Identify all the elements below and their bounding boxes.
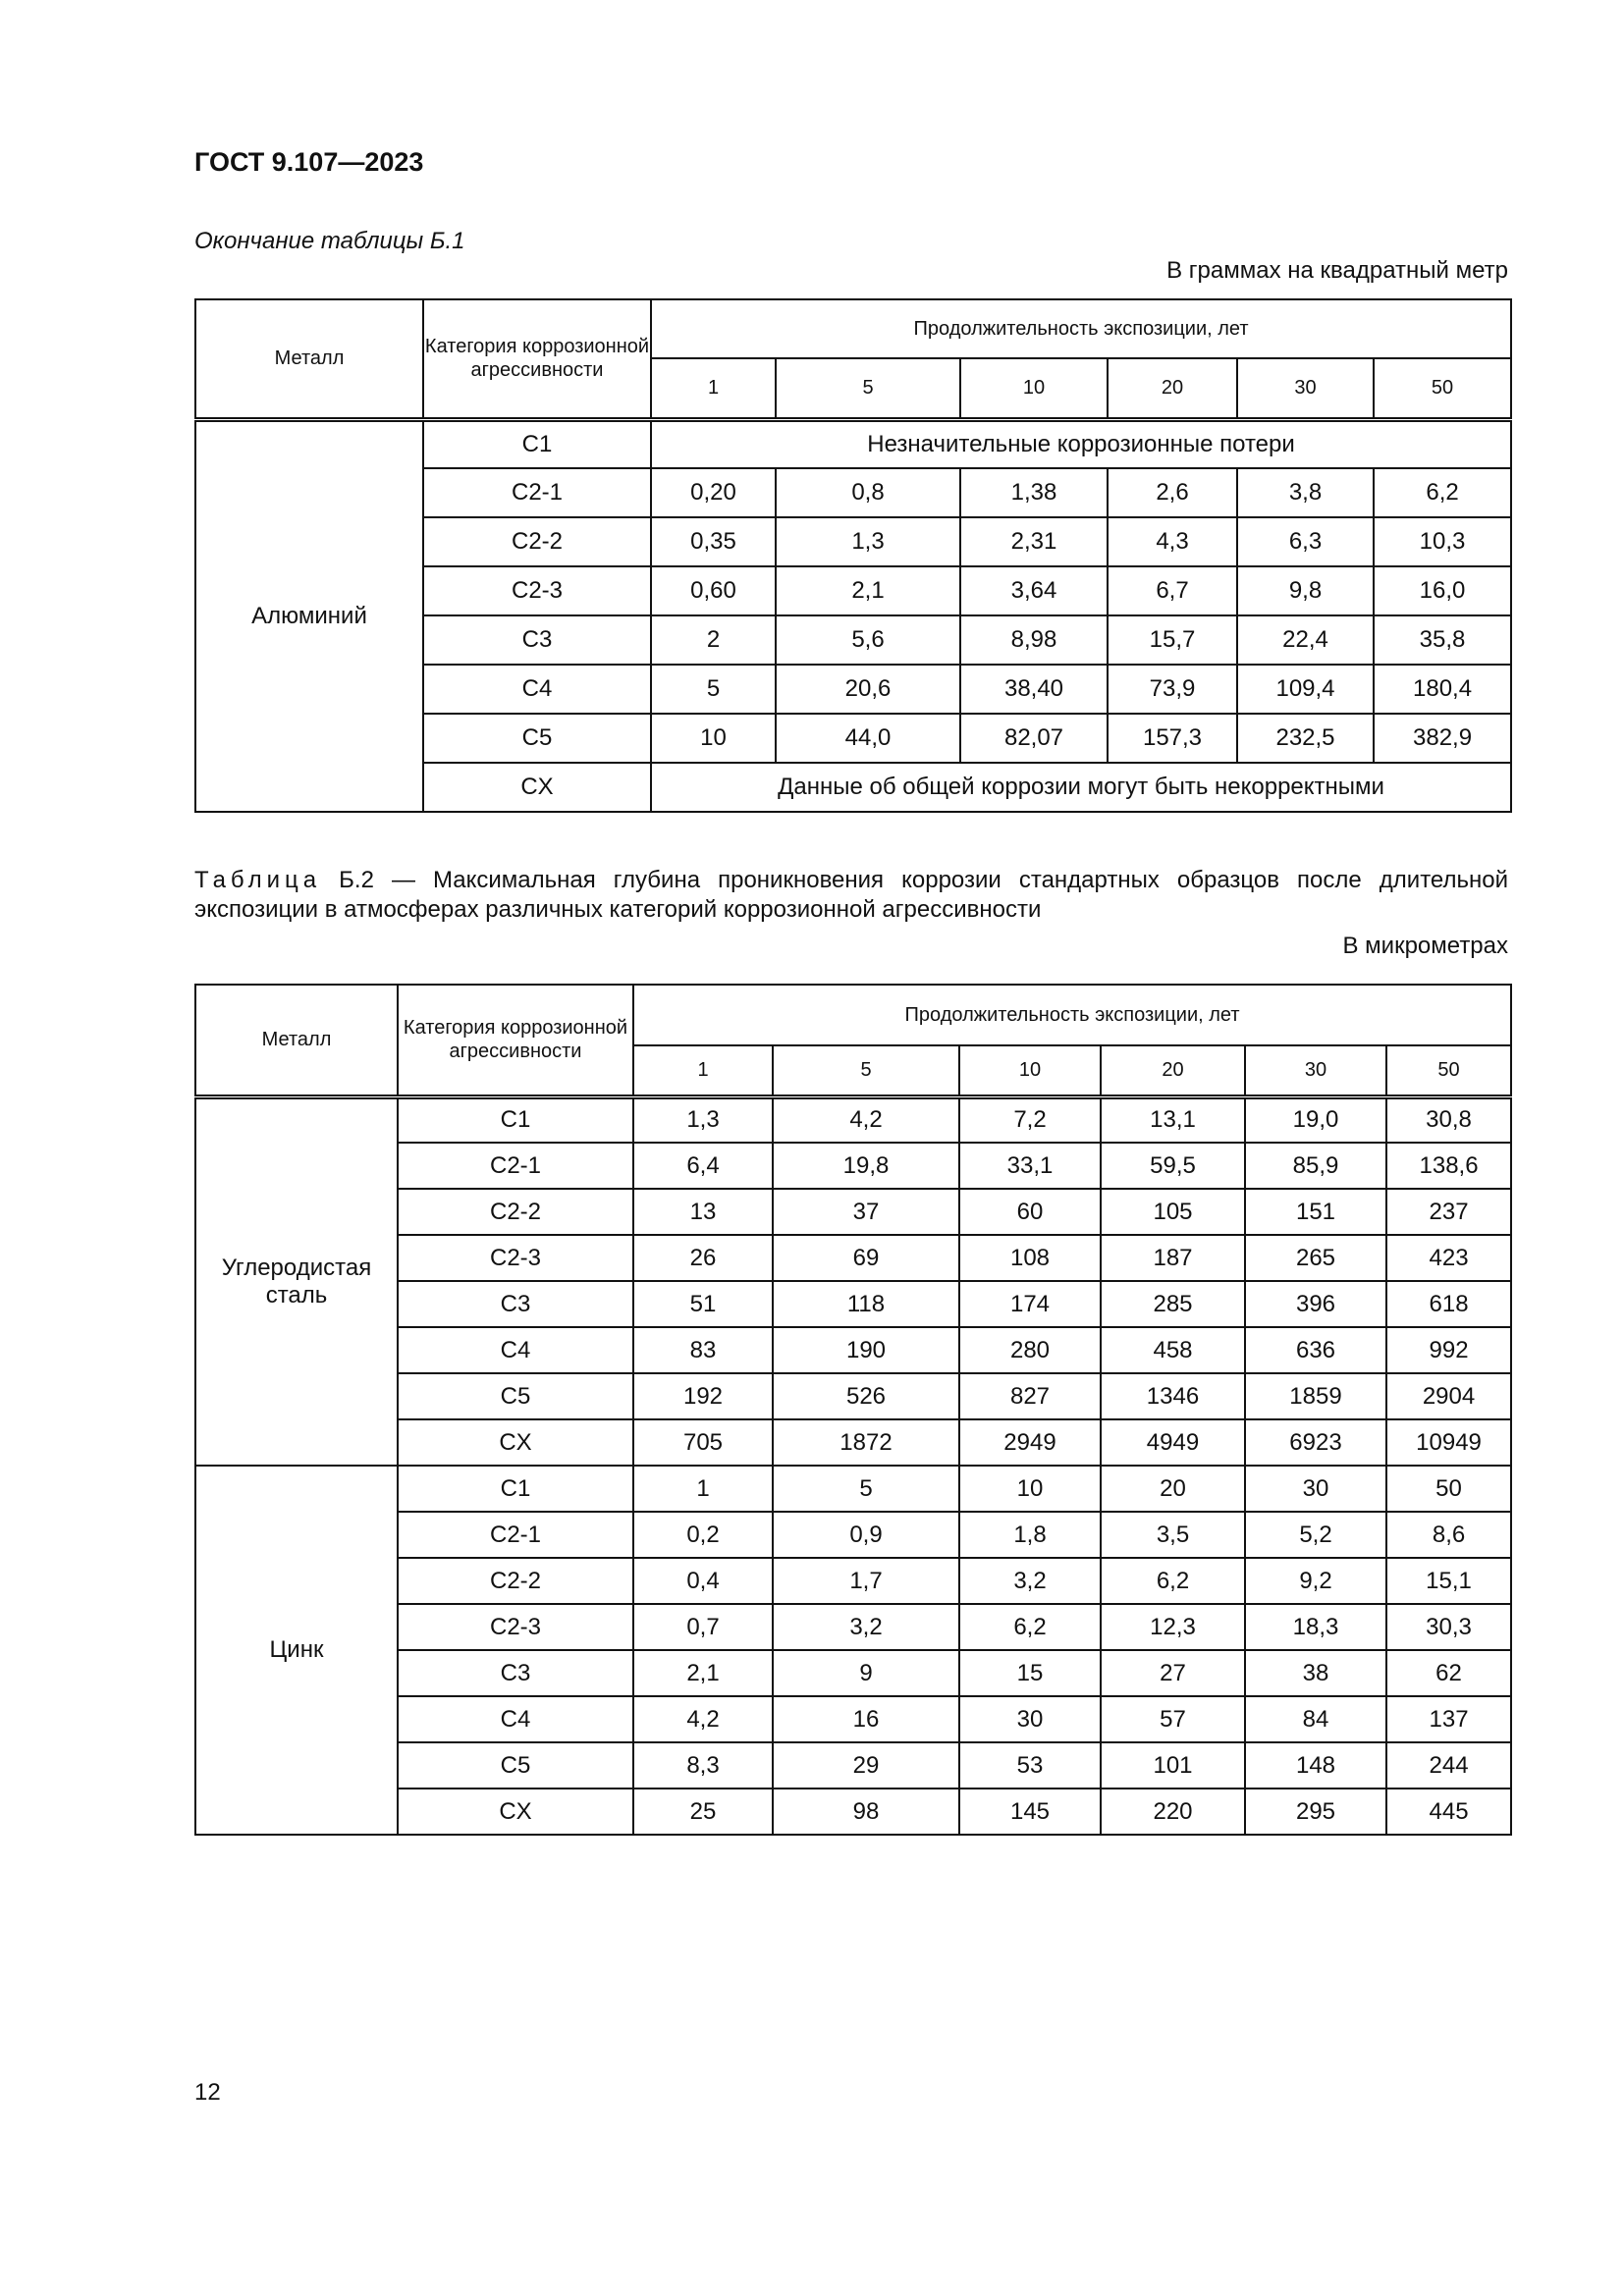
value-cell: 618 xyxy=(1386,1281,1511,1327)
table-row xyxy=(195,419,1511,468)
value-cell: 5,2 xyxy=(1245,1512,1386,1558)
value-cell: 30 xyxy=(1245,1466,1386,1512)
category-cell: C2-2 xyxy=(398,1189,633,1235)
value-cell: 6,2 xyxy=(1374,468,1511,517)
value-cell: 25 xyxy=(633,1789,773,1835)
value-cell: 1,3 xyxy=(776,517,960,566)
value-cell: 51 xyxy=(633,1281,773,1327)
category-cell: C2-3 xyxy=(398,1604,633,1650)
value-cell: 1 xyxy=(633,1466,773,1512)
value-cell: 19,0 xyxy=(1245,1096,1386,1143)
page-number: 12 xyxy=(194,2079,221,2106)
header-metal: Металл xyxy=(195,299,423,419)
note-cell: Незначительные коррозионные потери xyxy=(651,419,1511,468)
value-cell: 18,3 xyxy=(1245,1604,1386,1650)
value-cell: 13,1 xyxy=(1101,1096,1245,1143)
value-cell: 16,0 xyxy=(1374,566,1511,615)
value-cell: 10 xyxy=(651,714,776,763)
value-cell: 992 xyxy=(1386,1327,1511,1373)
header-year: 10 xyxy=(959,1045,1101,1096)
value-cell: 148 xyxy=(1245,1742,1386,1789)
category-cell: C5 xyxy=(398,1742,633,1789)
metal-cell: Цинк xyxy=(195,1466,398,1835)
value-cell: 15,7 xyxy=(1108,615,1237,665)
value-cell: 244 xyxy=(1386,1742,1511,1789)
table-row xyxy=(195,1096,1511,1143)
value-cell: 9,8 xyxy=(1237,566,1374,615)
header-year: 10 xyxy=(960,358,1108,419)
value-cell: 15,1 xyxy=(1386,1558,1511,1604)
category-cell: CX xyxy=(398,1789,633,1835)
value-cell: 29 xyxy=(773,1742,959,1789)
metal-cell: Углеродистая сталь xyxy=(195,1096,398,1466)
category-cell: C5 xyxy=(423,714,651,763)
document-header: ГОСТ 9.107—2023 xyxy=(194,147,424,177)
header-year: 30 xyxy=(1245,1045,1386,1096)
header-year: 1 xyxy=(633,1045,773,1096)
value-cell: 8,6 xyxy=(1386,1512,1511,1558)
value-cell: 50 xyxy=(1386,1466,1511,1512)
value-cell: 16 xyxy=(773,1696,959,1742)
value-cell: 83 xyxy=(633,1327,773,1373)
value-cell: 1,3 xyxy=(633,1096,773,1143)
value-cell: 38 xyxy=(1245,1650,1386,1696)
header-year: 20 xyxy=(1108,358,1237,419)
value-cell: 6,4 xyxy=(633,1143,773,1189)
value-cell: 85,9 xyxy=(1245,1143,1386,1189)
value-cell: 9,2 xyxy=(1245,1558,1386,1604)
caption-label: Таблица xyxy=(194,867,322,893)
category-cell: C3 xyxy=(398,1281,633,1327)
value-cell: 19,8 xyxy=(773,1143,959,1189)
value-cell: 53 xyxy=(959,1742,1101,1789)
value-cell: 0,20 xyxy=(651,468,776,517)
value-cell: 12,3 xyxy=(1101,1604,1245,1650)
value-cell: 0,35 xyxy=(651,517,776,566)
value-cell: 27 xyxy=(1101,1650,1245,1696)
value-cell: 20 xyxy=(1101,1466,1245,1512)
value-cell: 1872 xyxy=(773,1419,959,1466)
value-cell: 180,4 xyxy=(1374,665,1511,714)
value-cell: 0,2 xyxy=(633,1512,773,1558)
header-metal: Металл xyxy=(195,985,398,1096)
value-cell: 423 xyxy=(1386,1235,1511,1281)
category-cell: CX xyxy=(423,763,651,812)
category-cell: C3 xyxy=(423,615,651,665)
value-cell: 60 xyxy=(959,1189,1101,1235)
value-cell: 3,8 xyxy=(1237,468,1374,517)
category-cell: C1 xyxy=(398,1096,633,1143)
value-cell: 526 xyxy=(773,1373,959,1419)
header-year: 1 xyxy=(651,358,776,419)
value-cell: 0,60 xyxy=(651,566,776,615)
value-cell: 187 xyxy=(1101,1235,1245,1281)
value-cell: 192 xyxy=(633,1373,773,1419)
header-category: Категория коррозионной агрессивности xyxy=(398,985,633,1096)
table-continuation-label: Окончание таблицы Б.1 xyxy=(194,228,465,254)
value-cell: 57 xyxy=(1101,1696,1245,1742)
value-cell: 5,6 xyxy=(776,615,960,665)
value-cell: 295 xyxy=(1245,1789,1386,1835)
value-cell: 5 xyxy=(773,1466,959,1512)
value-cell: 3,5 xyxy=(1101,1512,1245,1558)
value-cell: 4,3 xyxy=(1108,517,1237,566)
table-row xyxy=(195,1466,1511,1512)
category-cell: C2-1 xyxy=(423,468,651,517)
value-cell: 4,2 xyxy=(773,1096,959,1143)
category-cell: C4 xyxy=(423,665,651,714)
value-cell: 38,40 xyxy=(960,665,1108,714)
value-cell: 8,98 xyxy=(960,615,1108,665)
value-cell: 101 xyxy=(1101,1742,1245,1789)
header-year: 5 xyxy=(776,358,960,419)
value-cell: 44,0 xyxy=(776,714,960,763)
value-cell: 6923 xyxy=(1245,1419,1386,1466)
value-cell: 2,1 xyxy=(633,1650,773,1696)
table-b2 xyxy=(194,984,1512,1836)
category-cell: C2-3 xyxy=(398,1235,633,1281)
category-cell: C4 xyxy=(398,1327,633,1373)
value-cell: 109,4 xyxy=(1237,665,1374,714)
value-cell: 2,6 xyxy=(1108,468,1237,517)
category-cell: C5 xyxy=(398,1373,633,1419)
value-cell: 10 xyxy=(959,1466,1101,1512)
value-cell: 220 xyxy=(1101,1789,1245,1835)
header-year: 30 xyxy=(1237,358,1374,419)
metal-cell: Алюминий xyxy=(195,419,423,812)
value-cell: 13 xyxy=(633,1189,773,1235)
value-cell: 2 xyxy=(651,615,776,665)
value-cell: 118 xyxy=(773,1281,959,1327)
table2-unit-label: В микрометрах xyxy=(1342,933,1508,959)
value-cell: 138,6 xyxy=(1386,1143,1511,1189)
value-cell: 1859 xyxy=(1245,1373,1386,1419)
category-cell: C2-2 xyxy=(423,517,651,566)
category-cell: C3 xyxy=(398,1650,633,1696)
value-cell: 10949 xyxy=(1386,1419,1511,1466)
category-cell: C1 xyxy=(423,419,651,468)
header-duration: Продолжительность экспозиции, лет xyxy=(651,299,1511,358)
table1-body xyxy=(195,419,1511,812)
value-cell: 73,9 xyxy=(1108,665,1237,714)
value-cell: 20,6 xyxy=(776,665,960,714)
value-cell: 30,3 xyxy=(1386,1604,1511,1650)
value-cell: 237 xyxy=(1386,1189,1511,1235)
value-cell: 382,9 xyxy=(1374,714,1511,763)
value-cell: 396 xyxy=(1245,1281,1386,1327)
value-cell: 82,07 xyxy=(960,714,1108,763)
value-cell: 105 xyxy=(1101,1189,1245,1235)
value-cell: 1,38 xyxy=(960,468,1108,517)
header-year: 50 xyxy=(1374,358,1511,419)
value-cell: 37 xyxy=(773,1189,959,1235)
value-cell: 3,2 xyxy=(773,1604,959,1650)
value-cell: 7,2 xyxy=(959,1096,1101,1143)
value-cell: 157,3 xyxy=(1108,714,1237,763)
value-cell: 6,2 xyxy=(1101,1558,1245,1604)
value-cell: 22,4 xyxy=(1237,615,1374,665)
value-cell: 1346 xyxy=(1101,1373,1245,1419)
value-cell: 3,64 xyxy=(960,566,1108,615)
value-cell: 10,3 xyxy=(1374,517,1511,566)
value-cell: 6,2 xyxy=(959,1604,1101,1650)
value-cell: 9 xyxy=(773,1650,959,1696)
value-cell: 2949 xyxy=(959,1419,1101,1466)
value-cell: 2,31 xyxy=(960,517,1108,566)
value-cell: 8,3 xyxy=(633,1742,773,1789)
value-cell: 0,9 xyxy=(773,1512,959,1558)
value-cell: 636 xyxy=(1245,1327,1386,1373)
value-cell: 15 xyxy=(959,1650,1101,1696)
value-cell: 2,1 xyxy=(776,566,960,615)
table2-body xyxy=(195,1096,1511,1835)
value-cell: 0,8 xyxy=(776,468,960,517)
value-cell: 285 xyxy=(1101,1281,1245,1327)
note-cell: Данные об общей коррозии могут быть некорректными xyxy=(651,763,1511,812)
value-cell: 4,2 xyxy=(633,1696,773,1742)
value-cell: 445 xyxy=(1386,1789,1511,1835)
table1-unit-label: В граммах на квадратный метр xyxy=(1166,257,1508,284)
category-cell: C2-1 xyxy=(398,1512,633,1558)
value-cell: 33,1 xyxy=(959,1143,1101,1189)
value-cell: 1,7 xyxy=(773,1558,959,1604)
category-cell: C4 xyxy=(398,1696,633,1742)
category-cell: CX xyxy=(398,1419,633,1466)
value-cell: 6,7 xyxy=(1108,566,1237,615)
value-cell: 30 xyxy=(959,1696,1101,1742)
value-cell: 30,8 xyxy=(1386,1096,1511,1143)
caption-text: Б.2 — Максимальная глубина проникновения коррозии стандартных образцов после длительной экспозиции в атмосферах различных категорий коррозионной агрессивности xyxy=(194,867,1508,923)
value-cell: 5 xyxy=(651,665,776,714)
value-cell: 6,3 xyxy=(1237,517,1374,566)
value-cell: 190 xyxy=(773,1327,959,1373)
value-cell: 265 xyxy=(1245,1235,1386,1281)
value-cell: 2904 xyxy=(1386,1373,1511,1419)
value-cell: 3,2 xyxy=(959,1558,1101,1604)
value-cell: 827 xyxy=(959,1373,1101,1419)
header-category: Категория коррозионной агрессивности xyxy=(423,299,651,419)
value-cell: 705 xyxy=(633,1419,773,1466)
category-cell: C2-3 xyxy=(423,566,651,615)
value-cell: 458 xyxy=(1101,1327,1245,1373)
value-cell: 174 xyxy=(959,1281,1101,1327)
category-cell: C2-2 xyxy=(398,1558,633,1604)
value-cell: 26 xyxy=(633,1235,773,1281)
value-cell: 4949 xyxy=(1101,1419,1245,1466)
value-cell: 1,8 xyxy=(959,1512,1101,1558)
value-cell: 35,8 xyxy=(1374,615,1511,665)
value-cell: 108 xyxy=(959,1235,1101,1281)
table-b1 xyxy=(194,298,1512,813)
value-cell: 151 xyxy=(1245,1189,1386,1235)
table2-caption xyxy=(194,866,1508,925)
value-cell: 145 xyxy=(959,1789,1101,1835)
header-year: 5 xyxy=(773,1045,959,1096)
header-year: 20 xyxy=(1101,1045,1245,1096)
header-duration: Продолжительность экспозиции, лет xyxy=(633,985,1511,1045)
value-cell: 0,4 xyxy=(633,1558,773,1604)
value-cell: 0,7 xyxy=(633,1604,773,1650)
value-cell: 84 xyxy=(1245,1696,1386,1742)
value-cell: 69 xyxy=(773,1235,959,1281)
category-cell: C1 xyxy=(398,1466,633,1512)
header-year: 50 xyxy=(1386,1045,1511,1096)
value-cell: 59,5 xyxy=(1101,1143,1245,1189)
category-cell: C2-1 xyxy=(398,1143,633,1189)
value-cell: 137 xyxy=(1386,1696,1511,1742)
value-cell: 232,5 xyxy=(1237,714,1374,763)
value-cell: 98 xyxy=(773,1789,959,1835)
value-cell: 62 xyxy=(1386,1650,1511,1696)
value-cell: 280 xyxy=(959,1327,1101,1373)
